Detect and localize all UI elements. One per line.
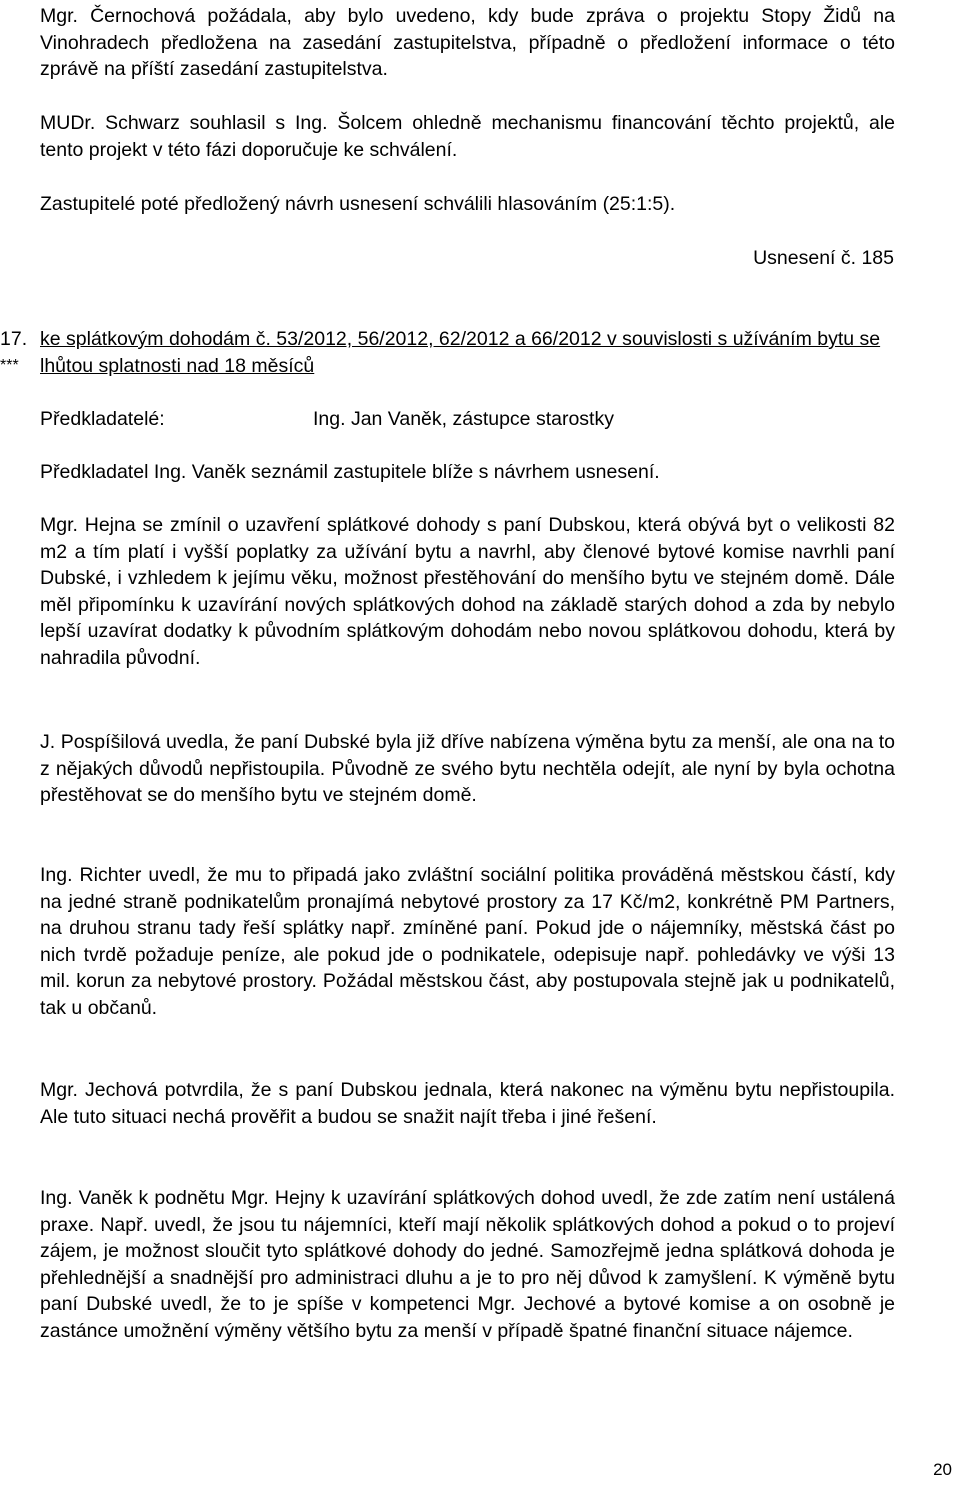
submitter-name: Ing. Jan Vaněk, zástupce starostky [313, 408, 614, 430]
paragraph-richter-comment: Ing. Richter uvedl, že mu to připadá jako zvláštní sociální politika prováděná městskou částí, kdy na jedné straně podnikatelům pronajímá nebytové prostory za 17 Kč/m2, konkrétně PM Partners, na druhou stranu tady řeší splátky např. zmíněné paní. Pokud jde o nájemníky, městská část po nich tvrdě požaduje peníze, ale pokud jde o podnikatele, odepisuje např. pohledávky ve výši 13 mil. korun za nebytové prostory. Požádal městskou část, aby postupovala stejně jak u podnikatelů, tak u občanů. [40, 864, 895, 1019]
paragraph-hejna-comment: Mgr. Hejna se zmínil o uzavření splátkové dohody s paní Dubskou, která obývá byt o velikosti 82 m2 a tím platí i vyšší poplatky za užívání bytu a navrhl, aby členové bytové komise navrhli paní Dubské, i vzhledem k jejímu věku, možnost přestěhování do menšího bytu ve stejném domě. Dále měl připomínku k uzavírání nových splátkových dohod na základě starých dohod a zda by nebylo lepší uzavírat dodatky k původním splátkovým dohodám nebo novou splátkovou dohodu, která by nahradila původní. [40, 514, 895, 669]
submitter-label: Předkladatelé: [40, 408, 165, 430]
paragraph-pospisilova-comment: J. Pospíšilová uvedla, že paní Dubské byla již dříve nabízena výměna bytu za menší, ale ona na to z nějakých důvodů nepřistoupila. Původně ze svého bytu nechtěla odejít, ale nyní by byla ochotna přestěhovat se do menšího bytu ve stejném domě. [40, 731, 895, 807]
paragraph-vanek-response: Ing. Vaněk k podnětu Mgr. Hejny k uzavírání splátkových dohod uvedl, že zde zatím není ustálená praxe. Např. uvedl, že jsou tu nájemníci, kteří mají několik splátkových dohod a pokud o to projeví zájem, je možnost sloučit tyto splátkové dohody do jedné. Samozřejmě jedna splátková dohoda je přehlednější a snadnější pro administraci dluhu a je to pro něj důvod k zamyšlení. K výměně bytu paní Dubské uvedl, že to je spíše v kompetenci Mgr. Jechové a bytové komise a on osobně je zastánce umožnění výměny většího bytu za menší v případě špatné finanční situace nájemce. [40, 1187, 895, 1342]
agenda-item-title: ke splátkovým dohodám č. 53/2012, 56/2012, 62/2012 a 66/2012 v souvislosti s užíváním bytu se lhůtou splatnosti nad 18 měsíců [40, 328, 881, 377]
paragraph-cernochova-request: Mgr. Černochová požádala, aby bylo uvedeno, kdy bude zpráva o projektu Stopy Židů na Vinohradech předložena na zasedání zastupitelstva, případně o předložení informace o této zprávě na příští zasedání zastupitelstva. [40, 5, 895, 81]
agenda-item-number: 17. [0, 328, 28, 350]
paragraph-schwarz-agreement: MUDr. Schwarz souhlasil s Ing. Šolcem ohledně mechanismu financování těchto projektů, ale tento projekt v této fázi doporučuje ke schválení. [40, 112, 895, 161]
resolution-number: Usnesení č. 185 [753, 247, 894, 269]
agenda-item-stars: *** [0, 357, 19, 374]
page-number: 20 [933, 1460, 952, 1479]
paragraph-vanek-intro: Předkladatel Ing. Vaněk seznámil zastupitele blíže s návrhem usnesení. [40, 461, 660, 483]
paragraph-jechova-comment: Mgr. Jechová potvrdila, že s paní Dubskou jednala, která nakonec na výměnu bytu nepřistoupila. Ale tuto situaci nechá prověřit a budou se snažit najít třeba i jiné řešení. [40, 1079, 895, 1128]
paragraph-vote-result: Zastupitelé poté předložený návrh usnesení schválili hlasováním (25:1:5). [40, 193, 676, 215]
